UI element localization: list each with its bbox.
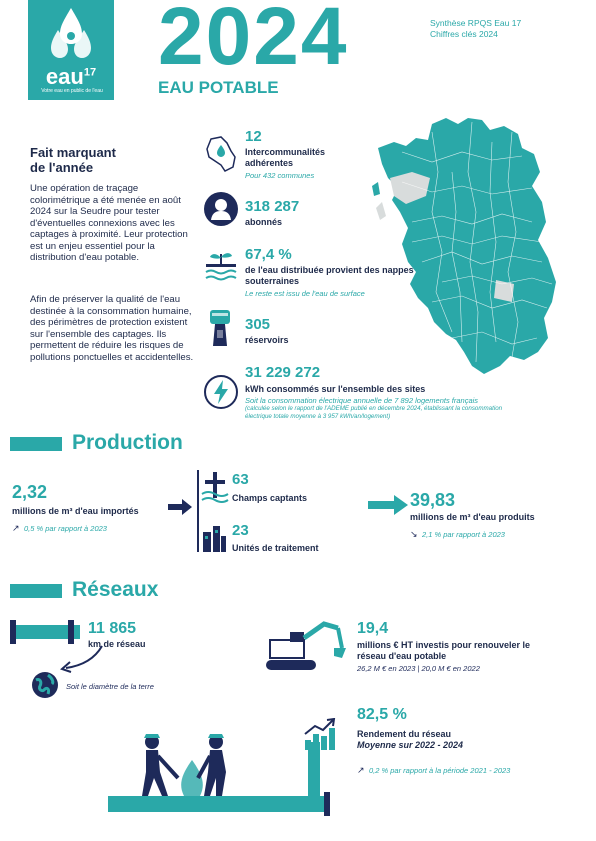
rendement-trend: ↗ 0,2 % par rapport à la période 2021 - 2023 <box>357 765 511 775</box>
imported-trend: ↗ 0,5 % par rapport à 2023 <box>12 523 107 533</box>
excavator-icon <box>262 618 346 672</box>
workers-pipe-illustration <box>108 732 340 822</box>
invest-value: 19,4 <box>357 620 389 637</box>
invest-label: millions € HT investis pour renouveler le réseau d'eau potable <box>357 640 531 661</box>
production-title: Production <box>72 431 183 454</box>
page-subtitle: EAU POTABLE <box>158 78 279 97</box>
imported-value: 2,32 <box>12 482 48 502</box>
kf-energy-sub: Soit la consommation électrique annuelle de 7 892 logements français <box>245 396 479 405</box>
produced-label: millions de m³ d'eau produits <box>410 512 535 522</box>
kf-energy-value: 31 229 272 <box>245 364 321 381</box>
champs-label: Champs captants <box>232 493 308 503</box>
kf-nappes-value: 67,4 % <box>245 246 292 263</box>
reseaux-section-bar <box>10 584 62 598</box>
invest-sub: 26,2 M € en 2023 | 20,0 M € en 2022 <box>357 664 480 673</box>
unites-value: 23 <box>232 522 249 539</box>
synthese-line2: Chiffres clés 2024 <box>430 29 498 39</box>
kf-intercos-value: 12 <box>245 128 262 145</box>
rendement-sub: Moyenne sur 2022 - 2024 <box>357 740 464 750</box>
kf-energy-label: kWh consommés sur l'ensemble des sites <box>245 384 426 394</box>
unites-label: Unités de traitement <box>232 543 319 553</box>
rendement-value: 82,5 % <box>357 706 407 723</box>
water-drops-logo-icon <box>46 6 96 64</box>
curved-arrow-icon <box>58 644 108 674</box>
kf-nappes-label: de l'eau distribuée provient des nappes souterraines <box>245 265 414 286</box>
trend-up-arrow-icon-2: ↗ <box>357 765 365 775</box>
page-year: 2024 <box>158 0 349 82</box>
arrow-right-icon-2 <box>368 494 408 516</box>
earth-icon <box>30 670 60 700</box>
water-tower-icon <box>206 308 234 348</box>
production-divider <box>197 470 199 552</box>
kf-intercos-label: Intercommunalités adhérentes <box>245 147 326 168</box>
kf-energy-sub2: (calculée selon le rapport de l'ADEME publié en décembre 2024, établissant la consommation électrique totale moyenne à 3 957 kWh/an/logement) <box>245 405 503 420</box>
trend-down-arrow-icon: ↘ <box>410 529 418 539</box>
kf-reservoirs-value: 305 <box>245 316 271 333</box>
logo-tagline: Votre eau en public de l'eau <box>41 88 103 94</box>
fait-marquant-title: Fait marquant de l'année <box>30 145 116 175</box>
rendement-label: Rendement du réseau <box>357 729 452 739</box>
brand-logo <box>28 0 114 100</box>
km-value: 11 865 <box>88 620 137 637</box>
produced-value: 39,83 <box>410 490 456 510</box>
energy-icon <box>204 375 238 409</box>
logo-wordmark: eau$^{17}$ <box>45 64 97 89</box>
user-icon <box>204 192 238 226</box>
kf-nappes-sub: Le reste est issu de l'eau de surface <box>245 289 365 298</box>
produced-trend: ↘ 2,1 % par rapport à 2023 <box>410 529 505 539</box>
imported-label: millions de m³ d'eau importés <box>12 506 139 516</box>
production-section-bar <box>10 437 62 451</box>
earth-label: Soit le diamètre de la terre <box>66 682 154 691</box>
kf-abonnes-label: abonnés <box>245 217 283 227</box>
kf-intercos-sub: Pour 432 communes <box>245 171 315 180</box>
champs-value: 63 <box>232 471 249 488</box>
champs-captants-icon <box>200 472 230 504</box>
fait-marquant-paragraph-1: Une opération de traçage colorimétrique a été menée en août 2024 sur la Seudre pour tester d'éventuelles connexions avec les captages à proximité. Leur protection est un enjeu essentiel pour la distribution d'eau potable. <box>30 183 188 263</box>
kf-reservoirs-label: réservoirs <box>245 335 289 345</box>
reseaux-title: Réseaux <box>72 578 159 601</box>
synthese-line1: Synthèse RPQS Eau 17 <box>430 18 522 28</box>
trend-up-arrow-icon: ↗ <box>12 523 20 533</box>
kf-abonnes-value: 318 287 <box>245 198 300 215</box>
plant-water-icon <box>202 248 240 282</box>
treatment-unit-icon <box>201 522 227 552</box>
arrow-right-icon <box>168 498 192 516</box>
pipe-icon <box>10 620 80 644</box>
fait-marquant-paragraph-2: Afin de préserver la qualité de l'eau destinée à la consommation humaine, des périmètres de protection existent sur l'ensemble des captages. Ils permettent de réduire les risques de pollutions ponctuelles et accidentelles. <box>30 294 194 363</box>
map-icon <box>203 135 239 175</box>
km-label: km de réseau <box>88 639 146 649</box>
department-map <box>372 112 562 382</box>
